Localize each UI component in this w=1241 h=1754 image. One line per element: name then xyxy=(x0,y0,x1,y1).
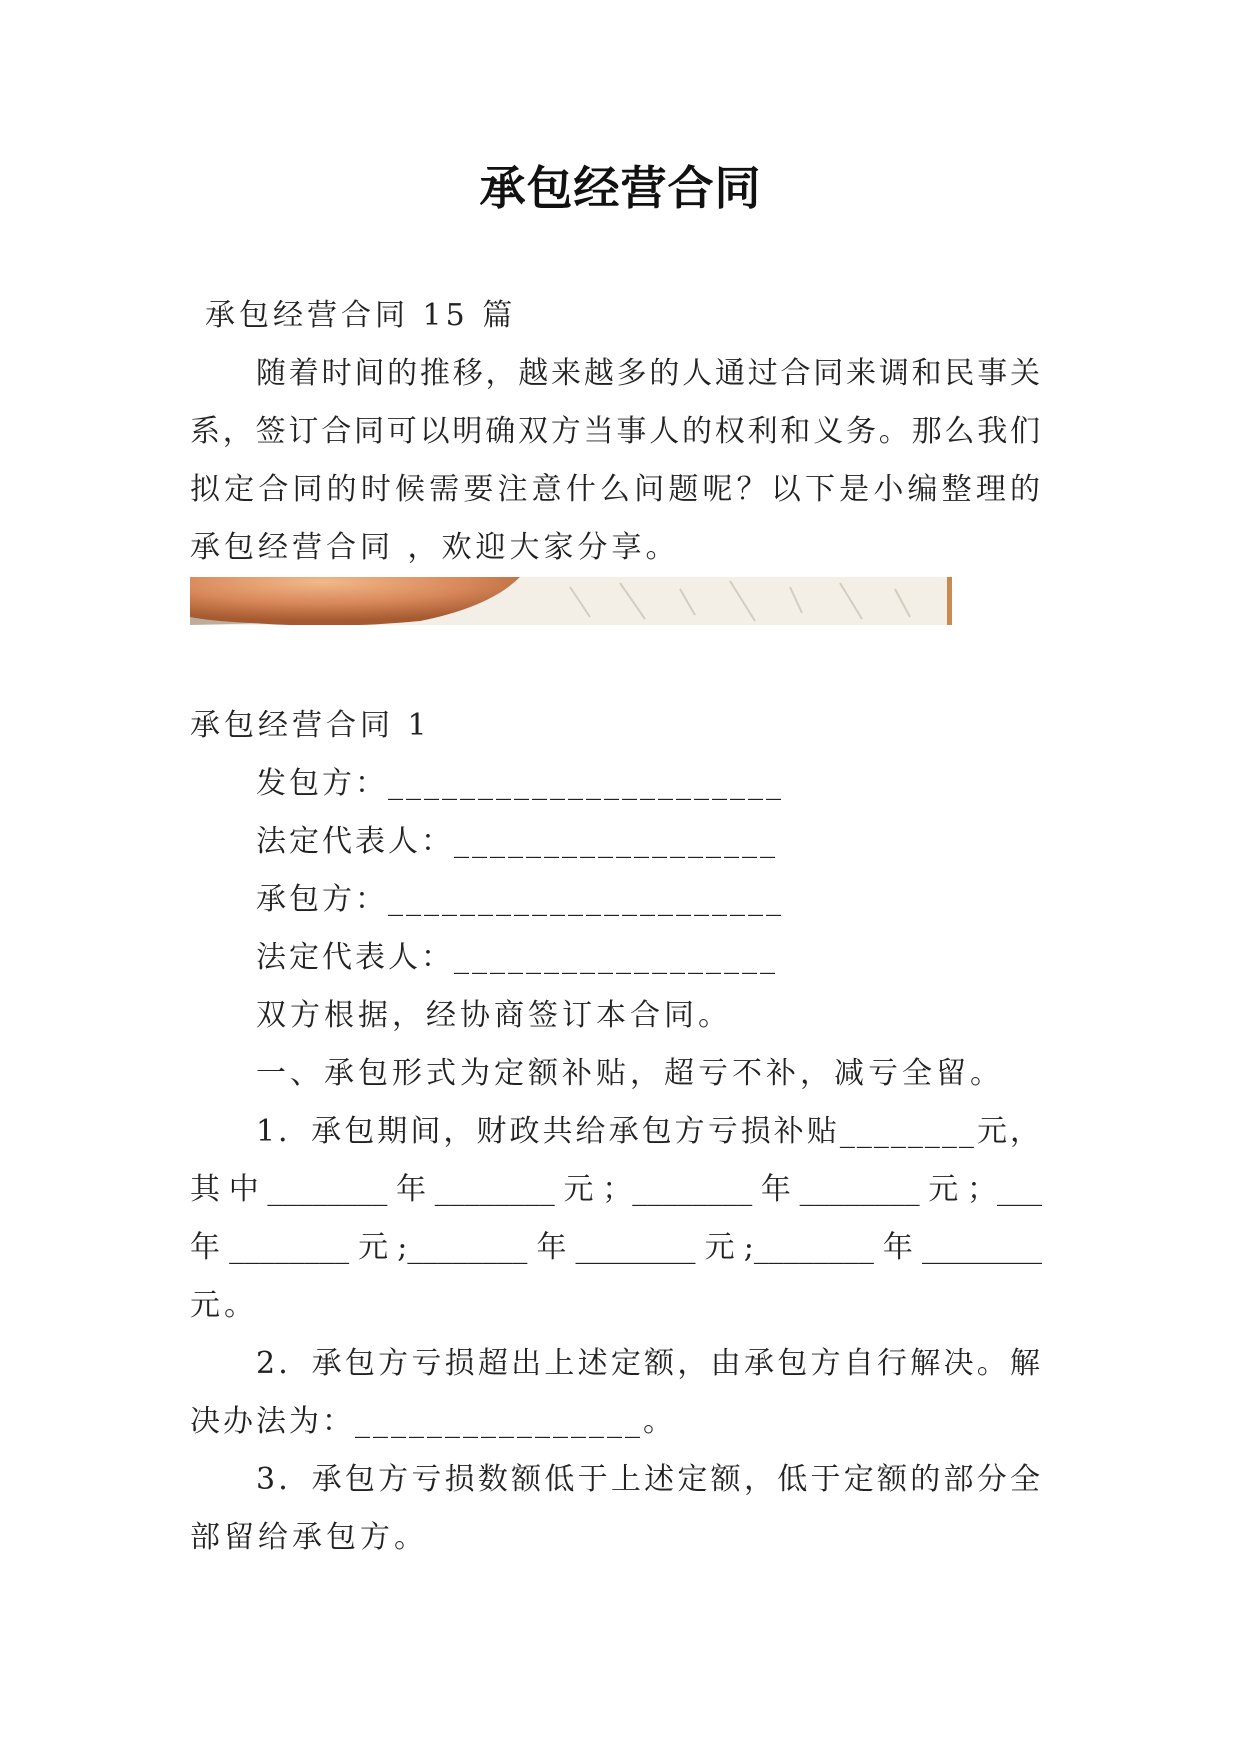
item-1-line-3: 年________元;________年________元;________年________ xyxy=(190,1230,1042,1265)
item-3-line-2: 部留给承包方。 xyxy=(190,1520,428,1555)
item-1-line-4: 元。 xyxy=(190,1288,258,1323)
intro-line-3: 拟定合同的时候需要注意什么问题呢？以下是小编整理的 xyxy=(190,472,1042,507)
item-3-line-1: 3．承包方亏损数额低于上述定额，低于定额的部分全 xyxy=(256,1462,1042,1497)
item-1-line-1: 1．承包期间，财政共给承包方亏损补贴________元， xyxy=(256,1114,1042,1149)
document-subtitle: 承包经营合同 15 篇 xyxy=(205,298,517,333)
document-title: 承包经营合同 xyxy=(479,161,762,215)
party-contractor: 承包方：______________________ xyxy=(256,882,784,917)
party-contractor-representative: 法定代表人：__________________ xyxy=(256,940,778,975)
intro-line-1: 随着时间的推移，越来越多的人通过合同来调和民事关 xyxy=(256,356,1042,391)
decorative-banner-image xyxy=(190,577,952,625)
party-issuer: 发包方：______________________ xyxy=(256,766,784,801)
item-2-line-2: 决办法为：________________。 xyxy=(190,1404,676,1439)
clause-one: 一、承包形式为定额补贴，超亏不补，减亏全留。 xyxy=(256,1056,1004,1091)
section-title: 承包经营合同 1 xyxy=(190,708,431,743)
agreement-statement: 双方根据，经协商签订本合同。 xyxy=(256,998,732,1033)
party-issuer-representative: 法定代表人：__________________ xyxy=(256,824,778,859)
intro-line-2: 系，签订合同可以明确双方当事人的权利和义务。那么我们 xyxy=(190,414,1042,449)
item-1-line-2: 其中________年________元；________年________元；___ xyxy=(190,1172,1042,1207)
item-2-line-1: 2．承包方亏损超出上述定额，由承包方自行解决。解 xyxy=(256,1346,1042,1381)
banner-illustration xyxy=(190,577,952,625)
intro-line-4: 承包经营合同 ，欢迎大家分享。 xyxy=(190,530,680,565)
